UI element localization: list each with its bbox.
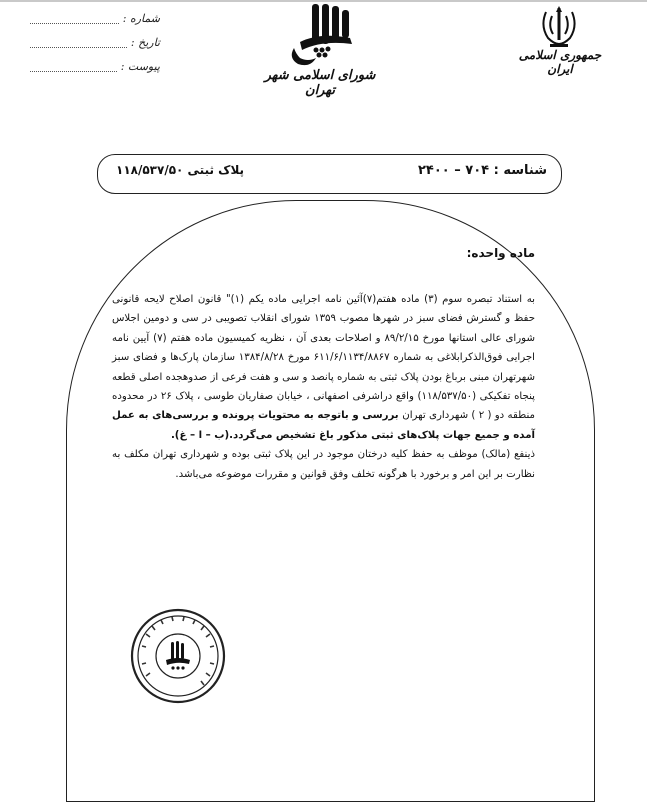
letter-fields (30, 6, 160, 78)
iran-emblem-icon (540, 4, 578, 50)
paragraph-1-bold-text: بررسی و باتوجه به محتویات پرونده و بررسی‌های به عمل آمده و جمیع جهات پلاک‌های ثبتی مذکور باغ تشخیص می‌گردد.(ب – ا – غ). (112, 410, 535, 441)
country-name: جمهوری اسلامی ایران (518, 48, 602, 76)
article-body (112, 290, 535, 484)
paragraph-1-text: به استناد تبصره سوم (۳) ماده هفتم(۷)آئین نامه اجرایی ماده یکم (۱)" قانون اصلاح لایحه قانونی حفظ و گسترش فضای سبز در شهرها مصوب ۱۳۵۹ شورای انقلاب تصویبی در سی و دومین اجلاس شورای عالی استانها مورخ ۸۹/۲/۱۵ و اصلاحات بعدی آن ، نظریه کمیسیون ماده هفتم (۷) آیین نامه اجرایی فوق‌الذکرابلاغی به شماره ۶۱۱/۶/۱۱۳۴/۸۸۶۷ مورخ ۱۳۸۴/۸/۲۸ سازمان پارک‌ها و فضای سبز شهرتهران مبنی برباغ بودن پلاک ثبتی به شماره پانصد و سی و هفت فرعی از صدوهجده اصلی قطعه پنجاه تفکیکی (۱۱۸/۵۳۷/۵۰) واقع دراشرفی اصفهانی ، خیابان صفاریان طوسی ، پلاک ۲۶ در محدوده منطقه دو ( ۲ ) شهرداری تهران (112, 294, 536, 422)
id-number: شناسه : ۷۰۴ – ۲۴۰۰ (417, 163, 547, 178)
number-dots (30, 13, 119, 24)
article-paragraph-1 (112, 290, 535, 445)
number-field (30, 6, 160, 30)
plaque-number: پلاک ثبتی ۱۱۸/۵۳۷/۵۰ (116, 163, 245, 177)
council-seal-icon (126, 604, 230, 704)
article-heading: ماده واحده: (466, 246, 535, 260)
attachment-label: پیوست : (120, 59, 160, 73)
reference-box (97, 154, 562, 194)
date-dots (30, 37, 127, 48)
article-paragraph-2: ذینفع (مالک) موظف به حفظ کلیه درختان موجود در این پلاک ثبتی بوده و شهرداری تهران مکلف به نظارت بر این امر و برخورد با هرگونه تخلف وفق قوانین و مقررات موضوعه می‌باشد. (112, 449, 535, 480)
number-label: شماره : (122, 11, 160, 25)
date-field (30, 30, 160, 54)
council-name: شورای اسلامی شهر تهران (264, 68, 376, 98)
attachment-dots (30, 61, 117, 72)
council-logo-icon (280, 2, 370, 70)
attachment-field (30, 54, 160, 78)
date-label: تاریخ : (130, 35, 160, 49)
